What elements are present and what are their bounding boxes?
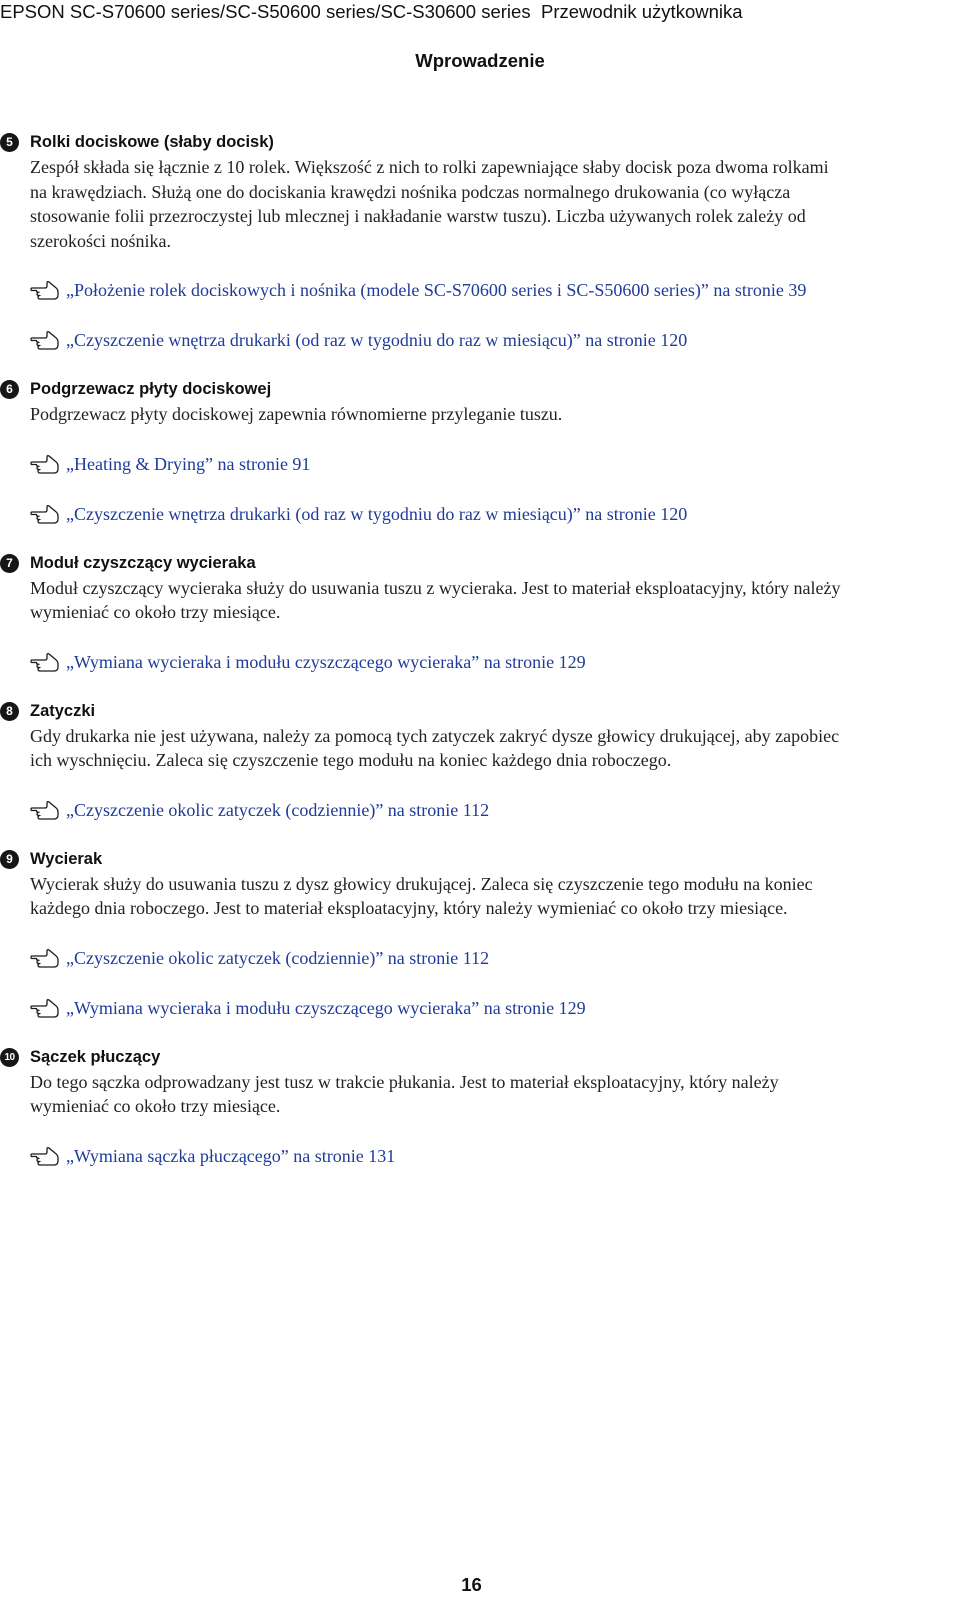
pointing-hand-icon <box>30 1145 62 1167</box>
running-header <box>0 0 960 30</box>
pointing-hand-icon <box>30 329 62 351</box>
item-description <box>0 155 930 253</box>
pointing-hand-icon <box>30 997 62 1019</box>
item-number-badge: 7 <box>0 554 19 573</box>
reference-link-text[interactable]: „Czyszczenie okolic zatyczek (codziennie)” na stronie 112 <box>66 799 490 820</box>
item-heading <box>0 551 930 576</box>
reference-links <box>0 451 930 527</box>
item-list <box>0 130 930 1193</box>
reference-links <box>0 277 930 353</box>
description-line: Zespół składa się łącznie z 10 rolek. Większość z nich to rolki zapewniające słaby docisk poza dwoma rolkami <box>30 157 829 177</box>
reference-link[interactable] <box>0 797 930 823</box>
pointing-hand-icon <box>30 947 62 969</box>
reference-link-text[interactable]: „Wymiana sączka płuczącego” na stronie 131 <box>66 1145 396 1166</box>
item-heading <box>0 377 930 402</box>
item-description <box>0 1070 930 1119</box>
item-number-badge: 9 <box>0 850 19 869</box>
item-heading <box>0 847 930 872</box>
description-line: Do tego sączka odprowadzany jest tusz w trakcie płukania. Jest to materiał eksploatacyjny, który należy <box>30 1071 779 1092</box>
item-5 <box>0 130 930 353</box>
item-10 <box>0 1045 930 1169</box>
reference-link[interactable] <box>0 945 930 971</box>
description-line: na krawędziach. Służą one do dociskania krawędzi nośnika podczas normalnego drukowania (co wyłącza <box>30 181 791 202</box>
description-line: Podgrzewacz płyty dociskowej zapewnia równomierne przyleganie tuszu. <box>30 404 563 424</box>
pointing-hand-icon <box>30 799 62 821</box>
item-heading <box>0 699 930 724</box>
pointing-hand-icon <box>30 651 62 673</box>
guide-title: Przewodnik użytkownika <box>541 1 743 22</box>
reference-link[interactable] <box>0 327 930 353</box>
item-number-badge: 6 <box>0 380 19 399</box>
item-title: Podgrzewacz płyty dociskowej <box>30 380 272 398</box>
reference-link-text[interactable]: „Położenie rolek dociskowych i nośnika (modele SC-S70600 series i SC-S50600 series)” na stronie 39 <box>66 280 807 300</box>
item-title: Rolki dociskowe (słaby docisk) <box>30 133 274 151</box>
reference-link[interactable] <box>0 649 930 675</box>
product-name: EPSON SC-S70600 series/SC-S50600 series/SC-S30600 series <box>0 1 531 22</box>
item-description <box>0 576 930 625</box>
pointing-hand-icon <box>30 503 62 525</box>
reference-links <box>0 945 930 1021</box>
item-number-badge: 8 <box>0 702 19 721</box>
description-line: szerokości nośnika. <box>30 230 171 251</box>
reference-link[interactable] <box>0 501 930 527</box>
reference-link-text[interactable]: „Wymiana wycieraka i modułu czyszczącego wycieraka” na stronie 129 <box>66 997 586 1018</box>
item-6 <box>0 377 930 527</box>
item-title: Wycierak <box>30 849 103 868</box>
description-line: stosowanie folii przezroczystej lub mlecznej i nakładanie warstw tuszu). Liczba używanych rolek zależy od <box>30 206 806 226</box>
item-description <box>0 402 930 427</box>
pointing-hand-icon <box>30 279 62 301</box>
reference-link[interactable] <box>0 995 930 1021</box>
reference-links <box>0 1143 930 1169</box>
reference-link[interactable] <box>0 277 930 303</box>
reference-link-text[interactable]: „Wymiana wycieraka i modułu czyszczącego wycieraka” na stronie 129 <box>66 651 586 672</box>
item-title: Moduł czyszczący wycieraka <box>30 553 256 572</box>
reference-link-text[interactable]: „Czyszczenie wnętrza drukarki (od raz w tygodniu do raz w miesiącu)” na stronie 120 <box>66 503 688 524</box>
item-heading <box>0 130 930 155</box>
item-7 <box>0 551 930 675</box>
description-line: wymieniać co około trzy miesiące. <box>30 1096 281 1116</box>
item-8 <box>0 699 930 823</box>
item-heading <box>0 1045 930 1070</box>
item-number-badge: 5 <box>0 133 19 152</box>
description-line: Moduł czyszczący wycieraka służy do usuwania tuszu z wycieraka. Jest to materiał eksploatacyjny, który należy <box>30 577 841 598</box>
reference-link[interactable] <box>0 1143 930 1169</box>
reference-links <box>0 649 930 675</box>
reference-link-text[interactable]: „Czyszczenie wnętrza drukarki (od raz w tygodniu do raz w miesiącu)” na stronie 120 <box>66 330 688 350</box>
page-number: 16 <box>461 1574 482 1595</box>
description-line: wymieniać co około trzy miesiące. <box>30 602 281 622</box>
item-title: Sączek płuczący <box>30 1047 161 1066</box>
reference-link-text[interactable]: „Heating & Drying” na stronie 91 <box>66 453 311 474</box>
description-line: ich wyschnięciu. Zaleca się czyszczenie tego modułu na koniec każdego dnia roboczego. <box>30 750 672 770</box>
pointing-hand-icon <box>30 453 62 475</box>
description-line: Gdy drukarka nie jest używana, należy za pomocą tych zatyczek zakryć dysze głowicy drukującej, aby zapobiec <box>30 725 840 746</box>
item-description <box>0 724 930 773</box>
reference-links <box>0 797 930 823</box>
item-9 <box>0 847 930 1021</box>
reference-link-text[interactable]: „Czyszczenie okolic zatyczek (codziennie)” na stronie 112 <box>66 947 490 968</box>
reference-link[interactable] <box>0 451 930 477</box>
item-description <box>0 872 930 921</box>
item-title: Zatyczki <box>30 701 96 720</box>
description-line: każdego dnia roboczego. Jest to materiał eksploatacyjny, który należy wymieniać co około trzy miesiące. <box>30 898 788 918</box>
section-title: Wprowadzenie <box>415 50 545 71</box>
item-number-badge: 10 <box>0 1048 19 1067</box>
description-line: Wycierak służy do usuwania tuszu z dysz głowicy drukującej. Zaleca się czyszczenie tego modułu na koniec <box>30 873 813 894</box>
